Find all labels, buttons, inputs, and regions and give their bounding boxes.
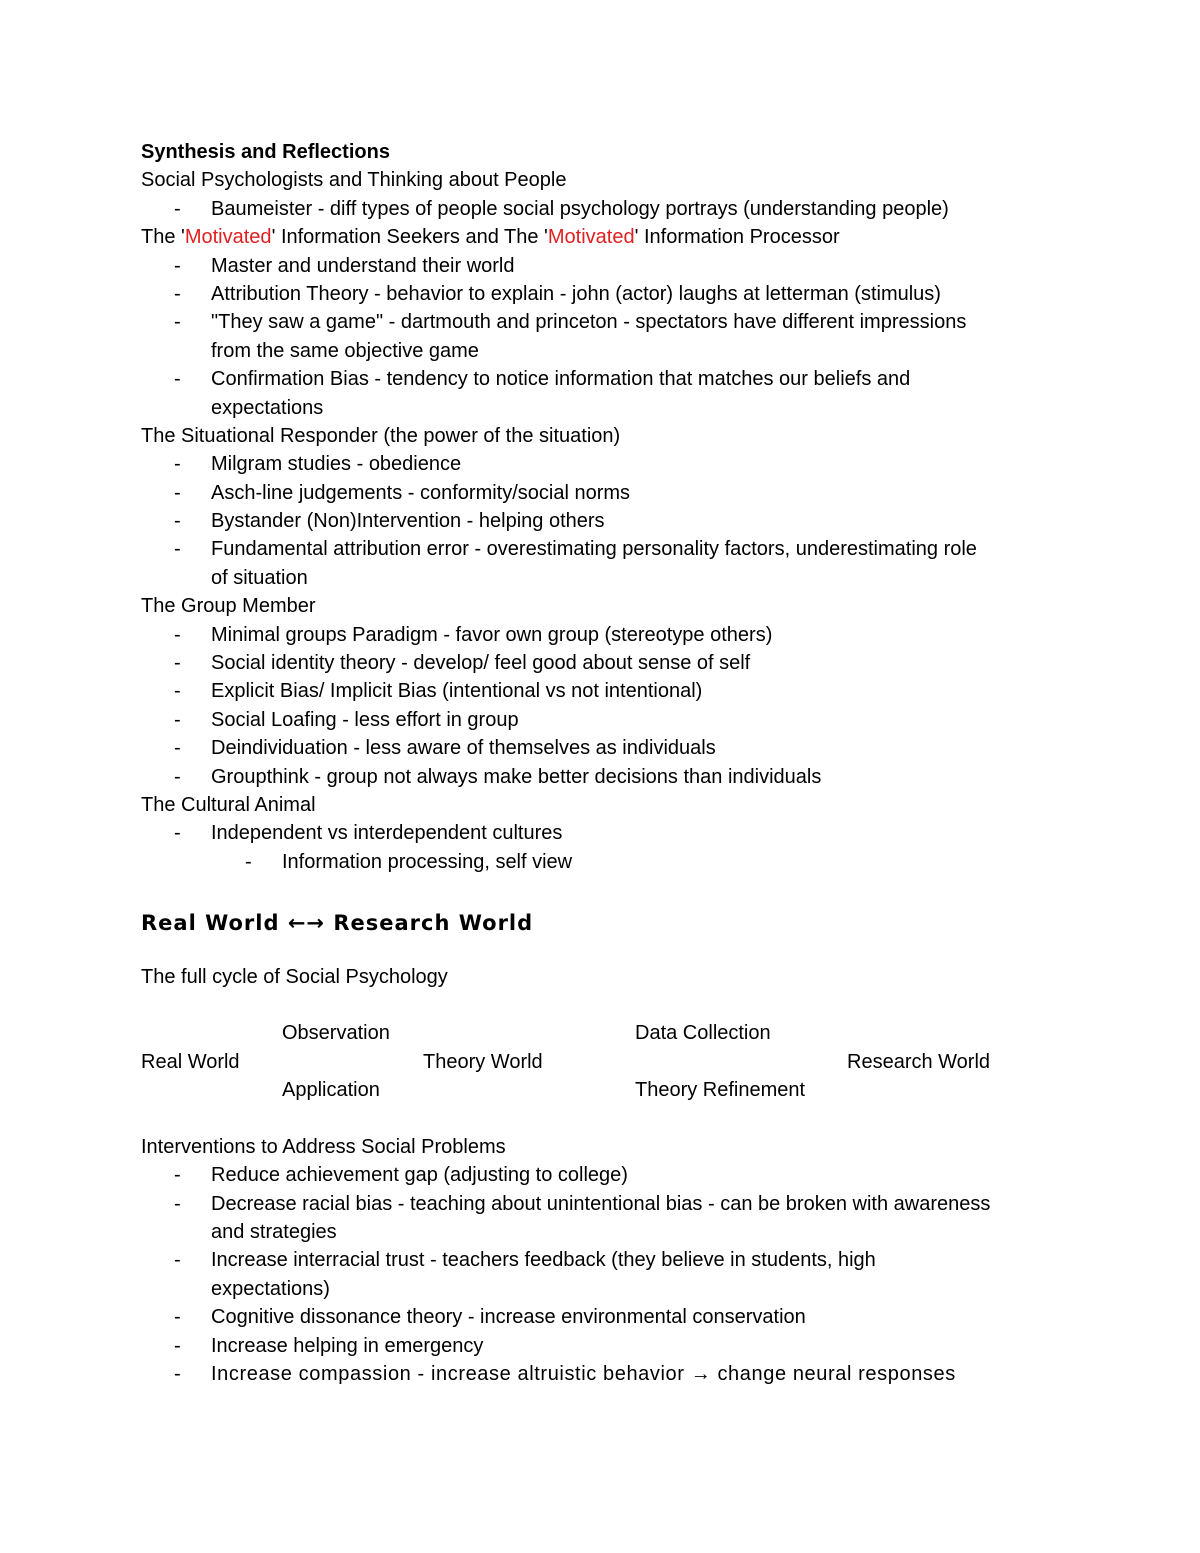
- list-item: [141, 819, 1071, 847]
- list-item-continuation: of situation: [211, 566, 308, 589]
- list-item: [141, 535, 1071, 563]
- list-item-text: Confirmation Bias - tendency to notice information that matches our beliefs and: [211, 368, 911, 391]
- list-item: [141, 1332, 1071, 1360]
- list-item: [141, 734, 1071, 762]
- bullet-dash: -: [174, 708, 181, 731]
- list-item-text: Decrease racial bias - teaching about unintentional bias - can be broken with awareness: [211, 1192, 991, 1215]
- cycle-research-world: Research World: [847, 1050, 991, 1073]
- list-item: [141, 365, 1071, 393]
- list-item-text: "They saw a game" - dartmouth and princeton - spectators have different impressions: [211, 311, 967, 334]
- list-item-text: Baumeister - diff types of people social psychology portrays (understanding people): [211, 197, 949, 220]
- bullet-dash: -: [174, 1249, 181, 1272]
- list-item: [141, 507, 1071, 535]
- list-item-text: Minimal groups Paradigm - favor own group (stereotype others): [211, 623, 773, 646]
- list-item: [141, 1190, 1071, 1218]
- bullet-dash: -: [174, 1164, 181, 1187]
- list-item: [141, 1303, 1071, 1331]
- list-item-continuation: from the same objective game: [211, 339, 479, 362]
- list-item-text: Increase compassion - increase altruistic behavior → change neural responses: [211, 1363, 956, 1386]
- list-item: [141, 677, 1071, 705]
- bullet-dash: -: [174, 652, 181, 675]
- list-item-text: Reduce achievement gap (adjusting to college): [211, 1164, 628, 1187]
- list-item-continuation: expectations): [211, 1277, 330, 1300]
- list-item: [141, 706, 1071, 734]
- section-title-real-world-research-world: Real World ←→ Research World: [141, 910, 534, 935]
- cycle-theory-world: Theory World: [423, 1050, 543, 1073]
- bullet-dash: -: [174, 737, 181, 760]
- subheading-text: ' Information Seekers and The ': [271, 226, 548, 249]
- subheading-motivated: [141, 223, 1071, 251]
- bullet-dash: -: [174, 197, 181, 220]
- bullet-dash: -: [174, 1306, 181, 1329]
- list-item-text: Cognitive dissonance theory - increase environmental conservation: [211, 1306, 806, 1329]
- list-item: [141, 1360, 1071, 1388]
- list-item-text: Increase interracial trust - teachers feedback (they believe in students, high: [211, 1249, 876, 1272]
- bullet-dash: -: [174, 822, 181, 845]
- bullet-dash: -: [174, 282, 181, 305]
- list-item-text: Increase helping in emergency: [211, 1334, 484, 1357]
- bullet-dash: -: [174, 1363, 182, 1386]
- bullet-dash: -: [174, 453, 181, 476]
- list-item-text: Independent vs interdependent cultures: [211, 822, 563, 845]
- subheading-social-psychologists: Social Psychologists and Thinking about People: [141, 169, 567, 192]
- cycle-application: Application: [282, 1079, 380, 1102]
- section-title-synthesis: Synthesis and Reflections: [141, 141, 390, 163]
- list-item: [141, 195, 1071, 223]
- list-item: [141, 1161, 1071, 1189]
- document-page: [141, 138, 1071, 1388]
- list-item: [141, 621, 1071, 649]
- list-item: [141, 252, 1071, 280]
- cycle-data-collection: Data Collection: [635, 1022, 771, 1045]
- list-item-text: Social Loafing - less effort in group: [211, 708, 519, 731]
- cycle-real-world: Real World: [141, 1050, 240, 1073]
- bullet-dash: -: [174, 765, 181, 788]
- list-item-text: Asch-line judgements - conformity/social norms: [211, 481, 631, 504]
- subheading-text: ' Information Processor: [634, 226, 840, 249]
- bullet-dash: -: [174, 1192, 181, 1215]
- bullet-dash: -: [174, 1334, 181, 1357]
- list-item: [141, 280, 1071, 308]
- subheading-situational-responder: The Situational Responder (the power of the situation): [141, 424, 621, 447]
- list-item-text: Fundamental attribution error - overestimating personality factors, underestimating role: [211, 538, 977, 561]
- subheading-text: The ': [141, 226, 185, 249]
- motivated-highlight: Motivated: [547, 226, 635, 249]
- list-item-continuation: expectations: [211, 396, 324, 419]
- full-cycle-diagram: [141, 1019, 1071, 1104]
- list-item-text: Bystander (Non)Intervention - helping others: [211, 510, 605, 533]
- bullet-dash: -: [174, 623, 181, 646]
- list-item-text: Attribution Theory - behavior to explain - john (actor) laughs at letterman (stimulus): [211, 282, 941, 305]
- list-item: [141, 649, 1071, 677]
- subheading-interventions: Interventions to Address Social Problems: [141, 1135, 506, 1158]
- list-item: [141, 450, 1071, 478]
- bullet-dash: -: [174, 510, 181, 533]
- full-cycle-intro: The full cycle of Social Psychology: [141, 965, 448, 988]
- bullet-dash: -: [174, 311, 181, 334]
- list-item-text: Groupthink - group not always make better decisions than individuals: [211, 765, 822, 788]
- list-item: [141, 763, 1071, 791]
- motivated-highlight: Motivated: [184, 226, 272, 249]
- bullet-dash: -: [174, 481, 181, 504]
- list-item-text: Explicit Bias/ Implicit Bias (intentional vs not intentional): [211, 680, 703, 703]
- list-item: [141, 308, 1071, 336]
- bullet-dash: -: [245, 850, 252, 873]
- bullet-dash: -: [174, 680, 181, 703]
- nested-list-item: [141, 848, 1071, 876]
- bullet-dash: -: [174, 368, 181, 391]
- list-item: [141, 1246, 1071, 1274]
- list-item-text: Deindividuation - less aware of themselves as individuals: [211, 737, 716, 760]
- cycle-theory-refinement: Theory Refinement: [635, 1079, 806, 1102]
- list-item: [141, 479, 1071, 507]
- cycle-observation: Observation: [282, 1022, 390, 1045]
- list-item-text: Information processing, self view: [282, 850, 573, 873]
- list-item-text: Milgram studies - obedience: [211, 453, 462, 476]
- subheading-group-member: The Group Member: [141, 595, 316, 618]
- bullet-dash: -: [174, 254, 181, 277]
- subheading-cultural-animal: The Cultural Animal: [141, 793, 316, 816]
- bullet-dash: -: [174, 538, 181, 561]
- list-item-text: Social identity theory - develop/ feel good about sense of self: [211, 652, 751, 675]
- list-item-text: Master and understand their world: [211, 254, 515, 277]
- list-item-continuation: and strategies: [211, 1221, 337, 1244]
